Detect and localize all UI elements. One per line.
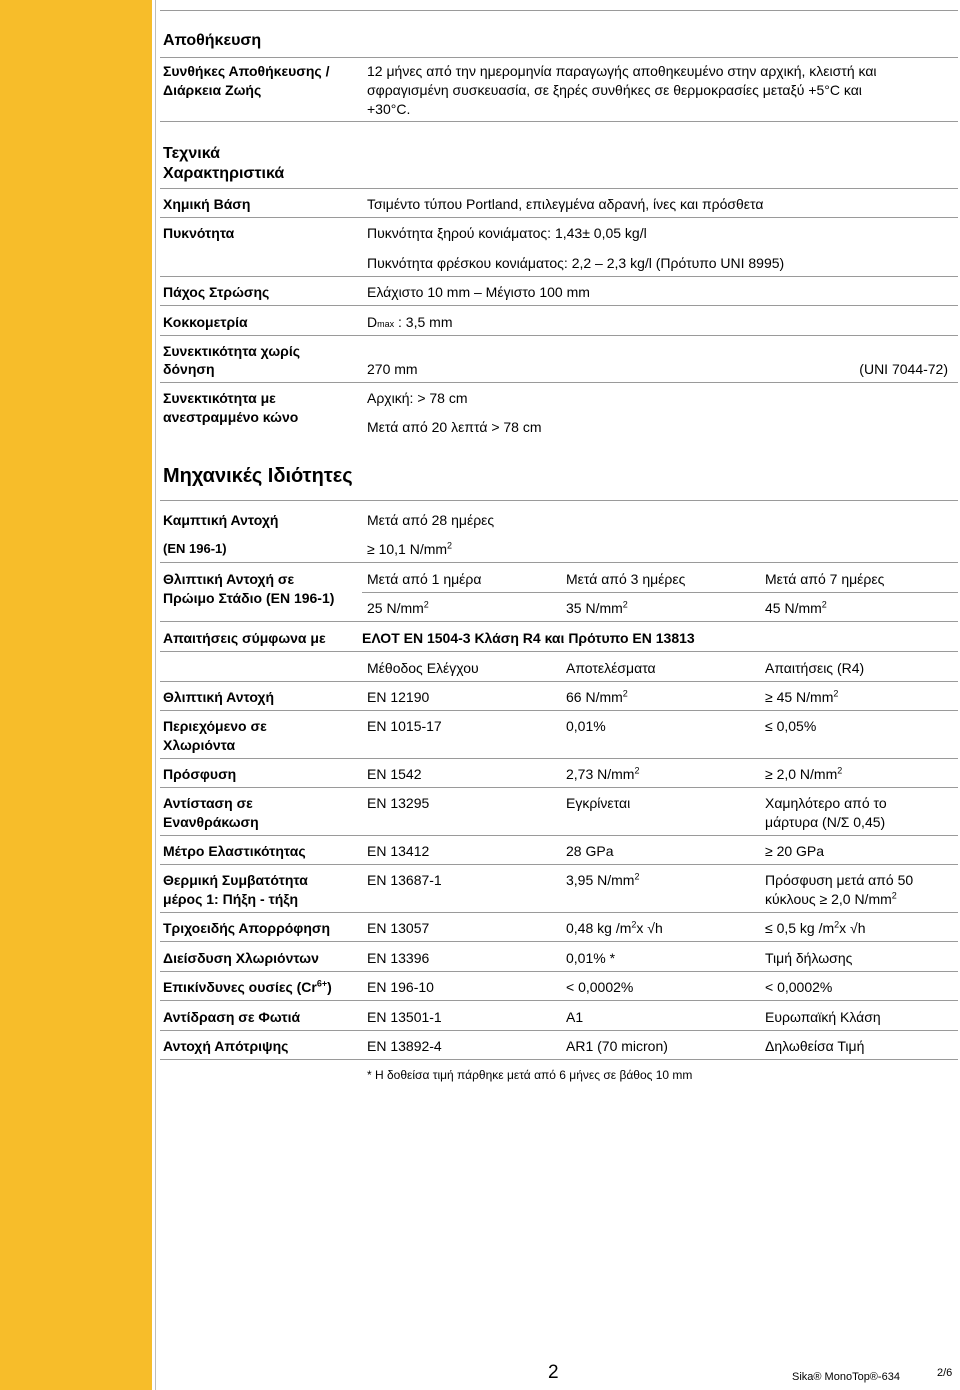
section-title-mechanical: Μηχανικές Ιδιότητες bbox=[163, 465, 353, 487]
row-result: 28 GPa bbox=[566, 843, 614, 859]
flex-standard: (EN 196-1) bbox=[163, 541, 227, 556]
row-label: μέρος 1: Πήξη - τήξη bbox=[163, 891, 299, 907]
row-label: Θλιπτική Αντοχή bbox=[163, 689, 275, 705]
divider bbox=[160, 758, 958, 759]
divider bbox=[160, 621, 958, 622]
row-requirement: < 0,0002% bbox=[765, 979, 833, 995]
flex-value: ≥ 10,1 $N/mm^2$ bbox=[367, 540, 453, 557]
row-requirement: Τιμή δήλωσης bbox=[765, 950, 853, 966]
product-name: Sika® MonoTop®-634 bbox=[792, 1371, 900, 1383]
row-requirement: Πρόσφυση μετά από 50 bbox=[765, 872, 914, 888]
row-label: Αντοχή Απότριψης bbox=[163, 1038, 289, 1054]
row-requirement: κύκλους ≥ 2,0 $N/mm^2$ bbox=[765, 890, 897, 907]
cone-label-1: Συνεκτικότητα με bbox=[163, 390, 276, 406]
grain-label: Κοκκομετρία bbox=[163, 314, 248, 330]
row-result: 0,01% bbox=[566, 718, 606, 734]
footnote: * Η δοθείσα τιμή πάρθηκε μετά από 6 μήνες σε βάθος 10 mm bbox=[367, 1068, 693, 1082]
row-requirement: ≥ 2,0 $N/mm^2$ bbox=[765, 765, 843, 782]
page-number: 2 bbox=[548, 1362, 559, 1383]
comp-header-2: Μετά από 3 ημέρες bbox=[566, 571, 686, 587]
divider bbox=[160, 912, 958, 913]
row-requirement: μάρτυρα (Ν/Σ 0,45) bbox=[765, 814, 886, 830]
divider bbox=[160, 335, 958, 336]
flex-label: Καμπτική Αντοχή bbox=[163, 512, 279, 528]
grain-value: Dmax : 3,5 mm bbox=[367, 314, 453, 330]
row-method: EN 13295 bbox=[367, 795, 430, 811]
row-label: Αντίδραση σε Φωτιά bbox=[163, 1009, 301, 1025]
divider bbox=[160, 1000, 958, 1001]
row-method: EN 1542 bbox=[367, 766, 422, 782]
consistency-value: 270 mm bbox=[367, 361, 418, 377]
comp-value-1: 25 $N/mm^2$ bbox=[367, 599, 429, 616]
row-result: 3,95 $N/mm^2$ bbox=[566, 871, 640, 888]
divider bbox=[160, 57, 958, 58]
divider bbox=[160, 562, 958, 563]
comp-header-3: Μετά από 7 ημέρες bbox=[765, 571, 885, 587]
divider bbox=[160, 121, 958, 122]
storage-text-3: +30°C. bbox=[367, 101, 411, 117]
thickness-value: Ελάχιστο 10 mm – Μέγιστο 100 mm bbox=[367, 284, 590, 300]
row-result: 2,73 $N/mm^2$ bbox=[566, 765, 640, 782]
divider bbox=[160, 971, 958, 972]
row-method: EN 13412 bbox=[367, 843, 430, 859]
flex-after: Μετά από 28 ημέρες bbox=[367, 512, 495, 528]
row-method: EN 13892-4 bbox=[367, 1038, 442, 1054]
comp-value-2: 35 $N/mm^2$ bbox=[566, 599, 628, 616]
comp-value-3: 45 $N/mm^2$ bbox=[765, 599, 827, 616]
column-divider bbox=[155, 0, 156, 1390]
section-title-technical-1: Τεχνικά bbox=[163, 145, 220, 162]
row-result: A1 bbox=[566, 1009, 584, 1025]
comp-label-1: Θλιπτική Αντοχή σε bbox=[163, 571, 295, 587]
consistency-label-1: Συνεκτικότητα χωρίς bbox=[163, 343, 301, 359]
row-label: Χλωριόντα bbox=[163, 737, 236, 753]
divider bbox=[160, 276, 958, 277]
cone-value-2: Μετά από 20 λεπτά > 78 cm bbox=[367, 419, 542, 435]
divider bbox=[362, 592, 958, 593]
divider bbox=[160, 217, 958, 218]
density-value-1: Πυκνότητα ξηρού κονιάματος: 1,43± 0,05 kg/l bbox=[367, 225, 647, 241]
consistency-standard: (UNI 7044-72) bbox=[859, 361, 948, 377]
density-label: Πυκνότητα bbox=[163, 225, 235, 241]
row-method: EN 196-10 bbox=[367, 979, 434, 995]
storage-label-1: Συνθήκες Αποθήκευσης / bbox=[163, 63, 330, 79]
row-label: Διείσδυση Χλωριόντων bbox=[163, 950, 319, 966]
divider bbox=[160, 305, 958, 306]
comp-header-1: Μετά από 1 ημέρα bbox=[367, 571, 482, 587]
divider bbox=[160, 941, 958, 942]
divider bbox=[160, 1059, 958, 1060]
row-method: EN 13057 bbox=[367, 920, 430, 936]
chem-value: Τσιμέντο τύπου Portland, επιλεγμένα αδρανή, ίνες και πρόσθετα bbox=[367, 196, 764, 212]
row-label: Ενανθράκωση bbox=[163, 814, 259, 830]
row-label: Αντίσταση σε bbox=[163, 795, 253, 811]
comp-label-2: Πρώιμο Στάδιο (EN 196-1) bbox=[163, 590, 335, 606]
row-requirement: ≥ 20 GPa bbox=[765, 843, 825, 859]
density-value-2: Πυκνότητα φρέσκου κονιάματος: 2,2 – 2,3 kg/l (Πρότυπο UNI 8995) bbox=[367, 255, 785, 271]
divider bbox=[160, 188, 958, 189]
table-header-requirements: Απαιτήσεις (R4) bbox=[765, 660, 865, 676]
table-header-method: Μέθοδος Ελέγχου bbox=[367, 660, 479, 676]
row-method: EN 13501-1 bbox=[367, 1009, 442, 1025]
row-result: AR1 (70 micron) bbox=[566, 1038, 668, 1054]
row-result: 66 $N/mm^2$ bbox=[566, 688, 628, 705]
consistency-label-2: δόνηση bbox=[163, 361, 215, 377]
section-title-storage: Αποθήκευση bbox=[163, 32, 262, 49]
divider bbox=[160, 710, 958, 711]
storage-text-2: σφραγισμένη συσκευασία, σε ξηρές συνθήκες σε θερμοκρασίες μεταξύ +5°C και bbox=[367, 82, 862, 98]
row-method: EN 13396 bbox=[367, 950, 430, 966]
req-value: ΕΛΟΤ ΕΝ 1504-3 Κλάση R4 και Πρότυπο ΕΝ 13813 bbox=[362, 630, 695, 646]
cone-label-2: ανεστραμμένο κώνο bbox=[163, 409, 299, 425]
row-label: Τριχοειδής Απορρόφηση bbox=[163, 920, 330, 936]
row-result: 0,48 kg $/m^2x$ √h bbox=[566, 919, 663, 936]
divider bbox=[160, 835, 958, 836]
row-label: Πρόσφυση bbox=[163, 766, 237, 782]
divider bbox=[160, 787, 958, 788]
row-result: 0,01% * bbox=[566, 950, 616, 966]
divider bbox=[160, 10, 958, 11]
storage-label-2: Διάρκεια Ζωής bbox=[163, 82, 262, 98]
row-method: EN 12190 bbox=[367, 689, 430, 705]
row-label: Θερμική Συμβατότητα bbox=[163, 872, 308, 888]
divider bbox=[160, 1030, 958, 1031]
row-result: Εγκρίνεται bbox=[566, 795, 631, 811]
divider bbox=[160, 651, 958, 652]
row-label: Επικίνδυνες ουσίες $(Cr^{6+})$ bbox=[163, 978, 332, 995]
table-header-results: Αποτελέσματα bbox=[566, 660, 656, 676]
cone-value-1: Αρχική: > 78 cm bbox=[367, 390, 468, 406]
row-label: Μέτρο Ελαστικότητας bbox=[163, 843, 306, 859]
page-of: 2/6 bbox=[937, 1367, 953, 1379]
divider bbox=[160, 500, 958, 501]
row-result: < 0,0002% bbox=[566, 979, 634, 995]
row-requirement: Δηλωθείσα Τιμή bbox=[765, 1038, 865, 1054]
row-label: Περιεχόμενο σε bbox=[163, 718, 267, 734]
thickness-label: Πάχος Στρώσης bbox=[163, 284, 270, 300]
divider bbox=[160, 681, 958, 682]
row-requirement: Ευρωπαϊκή Κλάση bbox=[765, 1009, 881, 1025]
row-method: EN 13687-1 bbox=[367, 872, 442, 888]
storage-text-1: 12 μήνες από την ημερομηνία παραγωγής αποθηκευμένο στην αρχική, κλειστή και bbox=[367, 63, 877, 79]
row-requirement: ≤ 0,5 kg $/m^2x$ √h bbox=[765, 919, 866, 936]
row-requirement: ≥ 45 $N/mm^2$ bbox=[765, 688, 839, 705]
yellow-sidebar bbox=[0, 0, 152, 1390]
row-requirement: Χαμηλότερο από το bbox=[765, 795, 887, 811]
section-title-technical-2: Χαρακτηριστικά bbox=[163, 165, 285, 182]
row-requirement: ≤ 0,05% bbox=[765, 718, 817, 734]
divider bbox=[160, 864, 958, 865]
chem-label: Χημική Βάση bbox=[163, 196, 251, 212]
row-method: EN 1015-17 bbox=[367, 718, 442, 734]
divider bbox=[160, 382, 958, 383]
req-label: Απαιτήσεις σύμφωνα με bbox=[163, 630, 326, 646]
